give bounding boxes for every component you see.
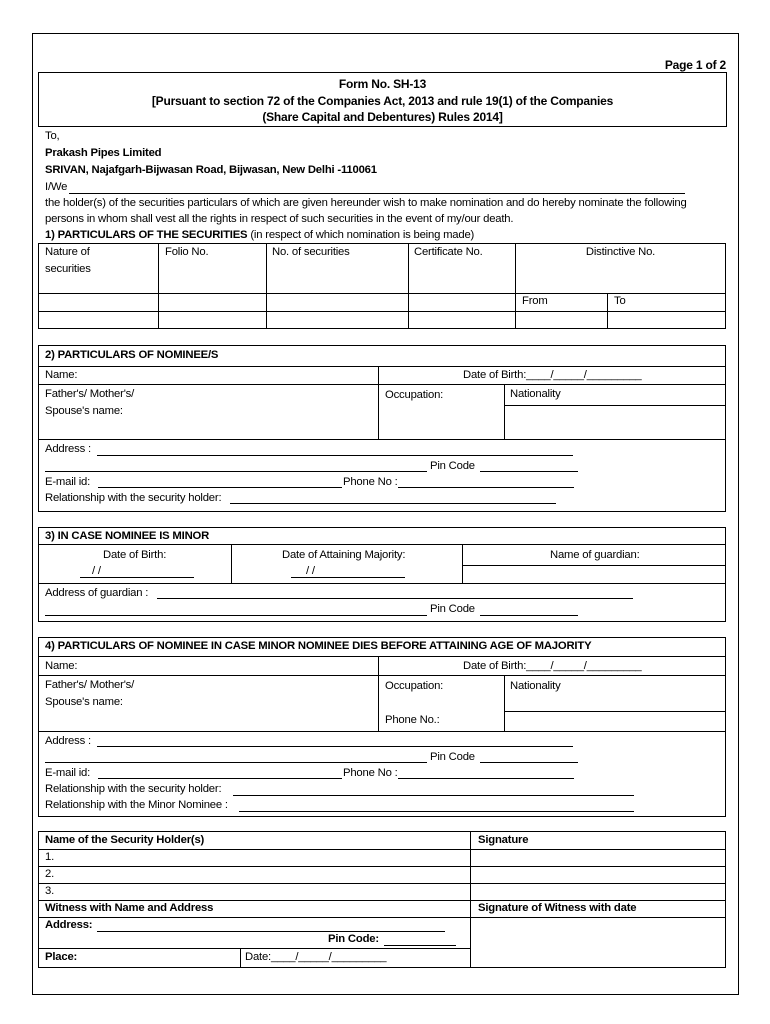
guardian-pin-line[interactable] <box>480 615 578 616</box>
witness-pin-line[interactable] <box>384 945 456 946</box>
holder-row-3[interactable]: 3. <box>45 885 55 897</box>
majority-date-label: Date of Attaining Majority: <box>282 549 406 561</box>
nominee-pin-label: Pin Code <box>430 460 475 472</box>
witness-address-line[interactable] <box>97 931 445 932</box>
alt-nominee-rel-minor-line[interactable] <box>239 811 634 812</box>
nominee-phone-line[interactable] <box>398 487 574 488</box>
guardian-address-line2[interactable] <box>45 615 427 616</box>
alt-nominee-pin-label: Pin Code <box>430 751 475 763</box>
minor-dob-slashes: / / <box>92 565 101 577</box>
nominee-occupation-label: Occupation: <box>385 389 444 401</box>
col-folio-label: Folio No. <box>165 246 209 258</box>
alt-nominee-nationality-label: Nationality <box>510 680 561 692</box>
alt-nominee-dob: Date of Birth:____/_____/_________ <box>463 660 642 672</box>
alt-nominee-parent-label-1: Father's/ Mother's/ <box>45 679 135 691</box>
nominee-email-line[interactable] <box>98 487 342 488</box>
iwe-label: I/We <box>45 181 68 193</box>
section4-title: 4) PARTICULARS OF NOMINEE IN CASE MINOR NOMINEE DIES BEFORE ATTAINING AGE OF MAJORITY <box>45 640 592 652</box>
col-number-label: No. of securities <box>272 246 350 258</box>
guardian-name-label: Name of guardian: <box>550 549 640 561</box>
holder-row-2[interactable]: 2. <box>45 868 55 880</box>
witness-signature-header: Signature of Witness with date <box>478 902 637 914</box>
col-certificate-label: Certificate No. <box>414 246 483 258</box>
guardian-address-label: Address of guardian : <box>45 587 149 599</box>
col-from-label: From <box>522 295 548 307</box>
alt-nominee-phone-label: Phone No : <box>343 767 398 779</box>
form-reference-line1: [Pursuant to section 72 of the Companies Act, 2013 and rule 19(1) of the Companies <box>151 94 614 108</box>
minor-dob-label: Date of Birth: <box>103 549 167 561</box>
company-name: Prakash Pipes Limited <box>45 147 162 159</box>
holder-name-line[interactable] <box>69 193 685 194</box>
holder-row-1[interactable]: 1. <box>45 851 55 863</box>
nominee-dob: Date of Birth:____/_____/_________ <box>463 369 642 381</box>
declaration-line1: the holder(s) of the securities particulars of which are given hereunder wish to make nomination and do hereby nominate the following <box>45 197 687 209</box>
alt-nominee-address-label: Address : <box>45 735 91 747</box>
majority-date-line[interactable] <box>291 577 405 578</box>
alt-nominee-address-line1[interactable] <box>97 746 573 747</box>
col-to-label: To <box>614 295 626 307</box>
alt-nominee-rel-holder-label: Relationship with the security holder: <box>45 783 222 795</box>
nominee-phone-label: Phone No : <box>343 476 398 488</box>
alt-nominee-email-line[interactable] <box>98 778 342 779</box>
witness-pin-label: Pin Code: <box>328 933 379 945</box>
form-reference-line2: (Share Capital and Debentures) Rules 2014] <box>262 110 503 124</box>
nominee-address-line2[interactable] <box>45 471 427 472</box>
nominee-name-label: Name: <box>45 369 78 381</box>
nominee-parent-label-2: Spouse's name: <box>45 405 123 417</box>
section1-subtitle: (in respect of which nomination is being made) <box>250 229 475 241</box>
witness-date: Date:____/_____/_________ <box>245 951 387 963</box>
alt-nominee-name-label: Name: <box>45 660 78 672</box>
alt-nominee-occupation-label: Occupation: <box>385 680 444 692</box>
nominee-email-label: E-mail id: <box>45 476 91 488</box>
col-distinctive-label: Distinctive No. <box>585 246 656 258</box>
company-address: SRIVAN, Najafgarh-Bijwasan Road, Bijwasan, New Delhi -110061 <box>45 164 377 176</box>
majority-date-slashes: / / <box>306 565 315 577</box>
form-number: Form No. SH-13 <box>338 77 427 91</box>
nominee-address-label: Address : <box>45 443 91 455</box>
section3-title: 3) IN CASE NOMINEE IS MINOR <box>45 530 210 542</box>
alt-nominee-pin-line[interactable] <box>480 762 578 763</box>
minor-dob-line[interactable] <box>80 577 194 578</box>
nominee-address-line1[interactable] <box>97 455 573 456</box>
section2-title: 2) PARTICULARS OF NOMINEE/S <box>45 349 219 361</box>
holder-name-header: Name of the Security Holder(s) <box>45 834 205 846</box>
witness-header: Witness with Name and Address <box>45 902 214 914</box>
nominee-parent-label-1: Father's/ Mother's/ <box>45 388 135 400</box>
section1-title: 1) PARTICULARS OF THE SECURITIES <box>45 229 248 241</box>
guardian-pin-label: Pin Code <box>430 603 475 615</box>
guardian-address-line1[interactable] <box>157 598 633 599</box>
place-label: Place: <box>45 951 78 963</box>
section1-heading <box>45 229 474 243</box>
nominee-nationality-label: Nationality <box>510 388 561 400</box>
nominee-pin-line[interactable] <box>480 471 578 472</box>
col-nature-label-1: Nature of <box>45 246 90 258</box>
alt-nominee-parent-label-2: Spouse's name: <box>45 696 123 708</box>
alt-nominee-rel-minor-label: Relationship with the Minor Nominee : <box>45 799 228 811</box>
col-nature-label-2: securities <box>45 263 91 275</box>
signature-header: Signature <box>478 834 529 846</box>
witness-address-label: Address: <box>45 919 93 931</box>
alt-nominee-phone-line[interactable] <box>398 778 574 779</box>
alt-nominee-phone-no-label: Phone No.: <box>385 714 440 726</box>
alt-nominee-address-line2[interactable] <box>45 762 427 763</box>
page-number: Page 1 of 2 <box>664 58 726 72</box>
nominee-relationship-line[interactable] <box>230 503 556 504</box>
alt-nominee-rel-holder-line[interactable] <box>233 795 634 796</box>
declaration-line2: persons in whom shall vest all the rights in respect of such securities in the event of my/our death. <box>45 213 514 225</box>
nominee-relationship-label: Relationship with the security holder: <box>45 492 222 504</box>
alt-nominee-email-label: E-mail id: <box>45 767 91 779</box>
to-label: To, <box>45 130 60 142</box>
